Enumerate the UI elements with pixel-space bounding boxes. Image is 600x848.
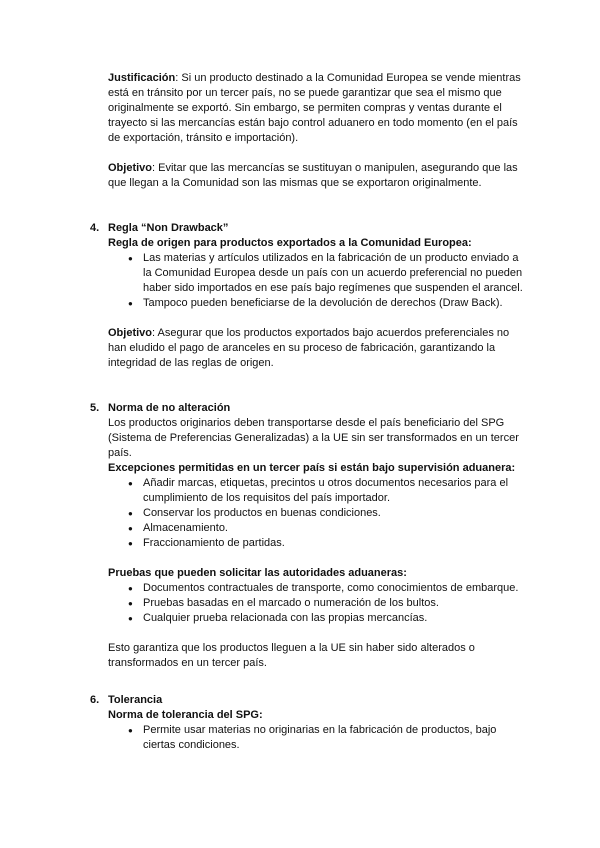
objetivo-paragraph [108, 161, 528, 191]
section-4-bullet-list [108, 251, 528, 311]
section-5-proofs-list [108, 581, 528, 626]
justificacion-text: : Si un producto destinado a la Comunidad Europea se vende mientras está en tránsito por un tercer país, no se puede garantizar que sea el mismo que originalmente se exportó. Sin embargo, se permiten compras y ventas durante el trayecto si las mercancías están bajo control aduanero en todo momento (en el país de exportación, tránsito e importación). [108, 72, 521, 144]
list-item: ● Cualquier prueba relacionada con las propias mercancías. [108, 611, 528, 626]
section-4-title: Regla “Non Drawback” [108, 222, 229, 234]
objetivo-text: : Evitar que las mercancías se sustituyan o manipulen, asegurando que las que llegan a la Comunidad son las mismas que se exportaron originalmente. [108, 162, 518, 189]
section-5-exceptions-list [108, 476, 528, 551]
section-6 [90, 693, 528, 753]
section-5-closing: Esto garantiza que los productos lleguen a la UE sin haber sido alterados o transformados en un tercer país. [108, 642, 475, 669]
section-4-subtitle: Regla de origen para productos exportados a la Comunidad Europea: [108, 237, 472, 249]
document-body [90, 71, 528, 753]
objetivo-label: Objetivo [108, 327, 153, 339]
justificacion-label: Justificación [108, 72, 176, 84]
list-item: ● Conservar los productos en buenas condiciones. [108, 506, 528, 521]
section-4-number: 4. [90, 222, 100, 234]
list-item: ● Las materias y artículos utilizados en la fabricación de un producto enviado a la Comunidad Europea desde un país con un acuerdo preferencial no pueden haber sido importados en ese país bajo regímenes que suspenden el arancel. [108, 251, 528, 296]
section-6-subtitle: Norma de tolerancia del SPG: [108, 709, 263, 721]
section-5-exceptions-title: Excepciones permitidas en un tercer país si están bajo supervisión aduanera: [108, 462, 516, 474]
section-5-title: Norma de no alteración [108, 402, 231, 414]
justificacion-paragraph [108, 71, 528, 146]
section-5 [90, 401, 528, 671]
section-4 [90, 221, 528, 371]
objetivo-text: : Asegurar que los productos exportados bajo acuerdos preferenciales no han eludido el pago de aranceles en su proceso de fabricación, garantizando la integridad de las reglas de origen. [108, 327, 510, 369]
section-6-bullet-list [108, 723, 528, 753]
list-item: ● Documentos contractuales de transporte, como conocimientos de embarque. [108, 581, 528, 596]
list-item: ● Permite usar materias no originarias en la fabricación de productos, bajo ciertas condiciones. [108, 723, 528, 753]
section-6-title: Tolerancia [108, 694, 163, 706]
list-item: ● Tampoco pueden beneficiarse de la devolución de derechos (Draw Back). [108, 296, 528, 311]
list-item: ● Almacenamiento. [108, 521, 528, 536]
objetivo-label: Objetivo [108, 162, 153, 174]
section-6-number: 6. [90, 694, 100, 706]
section-4-objetivo [108, 326, 528, 371]
list-item: ● Añadir marcas, etiquetas, precintos u otros documentos necesarios para el cumplimiento de los requisitos del país importador. [108, 476, 528, 506]
section-5-number: 5. [90, 402, 100, 414]
section-5-proofs-title: Pruebas que pueden solicitar las autoridades aduaneras: [108, 567, 407, 579]
list-item: ● Pruebas basadas en el marcado o numeración de los bultos. [108, 596, 528, 611]
list-item: ● Fraccionamiento de partidas. [108, 536, 528, 551]
section-5-intro: Los productos originarios deben transportarse desde el país beneficiario del SPG (Sistema de Preferencias Generalizadas) a la UE sin ser transformados en un tercer país. [108, 417, 519, 459]
